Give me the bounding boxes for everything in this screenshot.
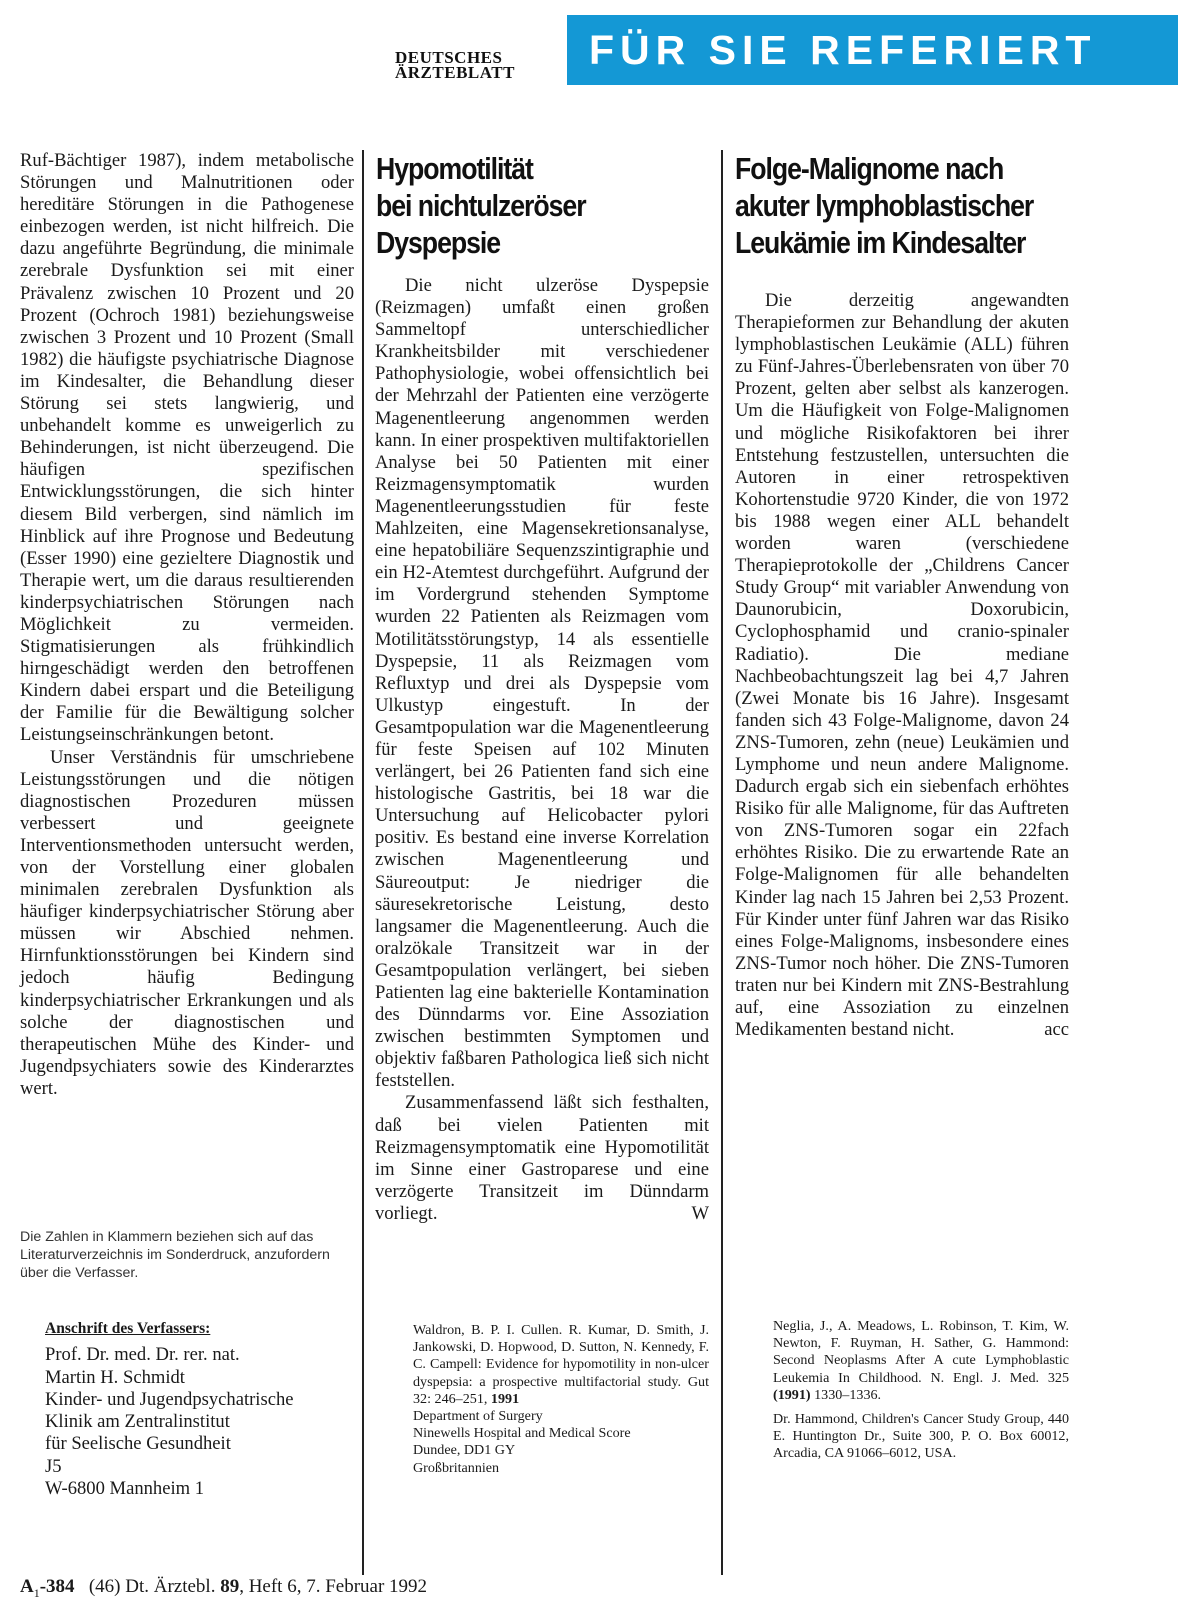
- citation-year: (1991): [773, 1386, 811, 1403]
- article-body: [735, 290, 1069, 1041]
- reference-address-line: Dundee, DD1 GY: [413, 1442, 516, 1459]
- address-label: Anschrift des Verfassers:: [45, 1320, 211, 1337]
- paragraph-text: Zusammenfassend läßt sich festhalten, daß bei vielen Patienten mit Reizmagensymptomatik eine Hypomotilität im Sinne einer Gastroparese und eine verzögerte Transitzeit im Dünndarm vorliegt.: [375, 1092, 709, 1224]
- reference-address-line: Ninewells Hospital and Medical Score: [413, 1425, 631, 1442]
- citation: [773, 1318, 1069, 1404]
- citation-text: Neglia, J., A. Meadows, L. Robinson, T. Kim, W. Newton, F. Ruyman, H. Sather, G. Hammond: Second Neoplasms After A cute Lymphoblastic Leukemia In Childhood. N. Engl. J. Med. 325: [773, 1318, 1069, 1386]
- paragraph: Unser Verständnis für umschriebene Leistungsstörungen und die nötigen diagnostischen Prozeduren müssen verbessert und geeignete Interventionsmethoden untersucht werden, von der Vorstellung einer globalen minimalen zerebralen Dysfunktion als häufiger kinderpsychiatrischer Störung aber müssen wir Abschied nehmen. Hirnfunktionsstörungen bei Kindern sind jedoch häufig Bedingung kinderpsychiatrischer Erkrankungen und als solche der diagnostischen und therapeutischen Mühe des Kinder- und Jugendpsychiaters sowie des Kinderarztes wert.: [20, 746, 354, 1099]
- headline-line: Hypomotilität: [376, 151, 533, 186]
- column-divider: [721, 150, 723, 1575]
- article-continuation: [20, 150, 354, 1100]
- headline-line: Dyspepsie: [376, 225, 501, 260]
- reference: [773, 1318, 1069, 1463]
- logo-line-2: ÄRZTEBLATT: [395, 63, 515, 82]
- page-prefix: A: [20, 1576, 34, 1597]
- literature-note: Die Zahlen in Klammern beziehen sich auf das Literaturverzeichnis im Sonderdruck, anzufordern über die Verfasser.: [20, 1229, 330, 1281]
- reference-contact: Dr. Hammond, Children's Cancer Study Group, 440 E. Huntington Dr., Suite 300, P. O. Box 60012, Arcadia, CA 91066–6012, USA.: [773, 1411, 1069, 1462]
- headline-line: akuter lymphoblastischer: [735, 188, 1034, 223]
- address-line: Kinder- und Jugendpsychatrische: [45, 1388, 294, 1410]
- page-footer: [20, 1576, 427, 1601]
- paragraph: Ruf-Bächtiger 1987), indem metabolische Störungen und Malnutritionen oder hereditäre Störungen in die Pathogenese einbezogen werden, ist nicht hilfreich. Die dazu angeführte Begründung, die minimale zerebrale Dysfunktion sei mit einer Prävalenz zwischen 10 Prozent und 20 Prozent (Ochroch 1981) beziehungsweise zwischen 3 Prozent und 10 Prozent (Small 1982) die häufigste psychiatrische Diagnose im Kindesalter, die Behandlung dieser Störung sei stets langwierig, und unbehandelt komme es unweigerlich zu Behinderungen, ist nicht überzeugend. Die häufigen spezifischen Entwicklungsstörungen, die sich hinter diesem Bild verbergen, sind nämlich im Hinblick auf ihre Prognose und Bedeutung (Esser 1990) eine gezieltere Diagnostik und Therapie wert, um die daraus resultierenden kinderpsychiatrischen Störungen nach Möglichkeit zu vermeiden. Stigmatisierungen als frühkindlich hirngeschädigt werden den betroffenen Kindern dabei erspart und die Beteiligung der Familie für die Bewältigung solcher Leistungseinschränkungen betont.: [20, 150, 354, 746]
- author-initial: acc: [1044, 1019, 1069, 1041]
- citation-text: Waldron, B. P. I. Cullen. R. Kumar, D. Smith, J. Jankowski, D. Hopwood, D. Sutton, N. Kennedy, F. C. Campell: Evidence for hypomotility in non-ulcer dyspepsia: a prospective multifactorial study. Gut 32: 246–251,: [413, 1322, 709, 1407]
- column-divider: [362, 150, 364, 1575]
- address-line: J5: [45, 1455, 62, 1477]
- address-line: Prof. Dr. med. Dr. rer. nat.: [45, 1344, 240, 1366]
- citation: [413, 1322, 709, 1408]
- headline-line: bei nichtulzeröser: [376, 188, 586, 223]
- citation-year: 1991: [490, 1390, 520, 1407]
- author-address: [45, 1318, 355, 1500]
- footer-journal: (46) Dt. Ärztebl.: [88, 1576, 216, 1597]
- article-headline: [735, 150, 1033, 261]
- reference-address-line: Department of Surgery: [413, 1408, 543, 1425]
- headline-line: Folge-Malignome nach: [735, 151, 1004, 186]
- section-banner: FÜR SIE REFERIERT: [567, 15, 1178, 85]
- article-headline: [376, 150, 586, 261]
- address-line: W-6800 Mannheim 1: [45, 1478, 205, 1500]
- page-subscript: 1: [33, 1585, 40, 1600]
- logo-line-1: DEUTSCHES: [395, 48, 503, 67]
- footer-issue: , Heft 6, 7. Februar 1992: [239, 1576, 428, 1597]
- reference-address-line: Großbritannien: [413, 1459, 500, 1476]
- address-line: Martin H. Schmidt: [45, 1366, 185, 1388]
- citation-pages: 1330–1336.: [814, 1386, 882, 1403]
- article-body: [375, 275, 709, 1225]
- page-number: -384: [39, 1576, 75, 1597]
- paragraph: [735, 290, 1069, 1041]
- reference: [413, 1322, 709, 1477]
- footer-volume: 89: [220, 1576, 240, 1597]
- author-initial: W: [691, 1202, 709, 1224]
- address-line: für Seelische Gesundheit: [45, 1433, 231, 1455]
- address-line: Klinik am Zentralinstitut: [45, 1411, 230, 1433]
- paragraph: Die nicht ulzeröse Dyspepsie (Reizmagen) umfaßt einen großen Sammeltopf unterschiedlicher Krankheitsbilder mit verschiedener Pathophysiologie, wobei offensichtlich bei der Mehrzahl der Patienten eine verzögerte Magenentleerung angenommen werden kann. In einer prospektiven multifaktoriellen Analyse bei 50 Patienten mit einer Reizmagensymptomatik wurden Magenentleerungsstudien für feste Mahlzeiten, eine Magensekretionsanalyse, eine hepatobiliäre Sequenzszintigraphie und ein H2-Atemtest durchgeführt. Aufgrund der im Vordergrund stehenden Symptome wurden 22 Patienten als Reizmagen vom Motilitätsstörungstyp, 14 als essentielle Dyspepsie, 11 als Reizmagen vom Refluxtyp und drei als Dyspepsie vom Ulkustyp eingestuft. In der Gesamtpopulation war die Magenentleerung für feste Speisen auf 102 Minuten verlängert, bei 26 Patienten fand sich eine histologische Gastritis, bei 18 war die Untersuchung auf Helicobacter pylori positiv. Es bestand eine inverse Korrelation zwischen Magenentleerung und Säureoutput: Je niedriger die säuresekretorische Leistung, desto langsamer die Magenentleerung. Auch die oralzökale Transitzeit war in der Gesamtpopulation verlängert, bei sieben Patienten lag eine bakterielle Kontamination des Dünndarms vor. Eine Assoziation zwischen bestimmten Symptomen und objektiv faßbaren Pathologica ließ sich nicht feststellen.: [375, 275, 709, 1092]
- paragraph: [375, 1092, 709, 1225]
- headline-line: Leukämie im Kindesalter: [735, 225, 1026, 260]
- journal-logo: [395, 50, 545, 80]
- paragraph-text: Die derzeitig angewandten Therapieformen zur Behandlung der akuten lymphoblastischen Leukämie (ALL) führen zu Fünf-Jahres-Überlebensraten von über 70 Prozent, gelten aber selbst als kanzerogen. Um die Häufigkeit von Folge-Malignomen und mögliche Risikofaktoren bei ihrer Entstehung festzustellen, untersuchten die Autoren in einer retrospektiven Kohortenstudie 9720 Kinder, die von 1972 bis 1988 wegen einer ALL behandelt worden waren (verschiedene Therapieprotokolle der „Childrens Cancer Study Group“ mit variabler Anwendung von Daunorubicin, Doxorubicin, Cyclophosphamid und cranio-spinaler Radiatio). Die mediane Nachbeobachtungszeit lag bei 4,7 Jahren (Zwei Monate bis 16 Jahre). Insgesamt fanden sich 43 Folge-Malignome, davon 24 ZNS-Tumoren, zehn (neue) Leukämien und Lymphome und neun andere Malignome. Dadurch ergab sich ein siebenfach erhöhtes Risiko für alle Malignome, für das Auftreten von ZNS-Tumoren sogar ein 22fach erhöhtes Risiko. Die zu erwartende Rate an Folge-Malignomen für alle behandelten Kinder lag nach 15 Jahren bei 2,53 Prozent. Für Kinder unter fünf Jahren war das Risiko eines Folge-Malignoms, insbesondere eines ZNS-Tumor noch höher. Die ZNS-Tumoren traten nur bei Kindern mit ZNS-Bestrahlung auf, eine Assoziation zu einzelnen Medikamenten bestand nicht.: [735, 290, 1069, 1041]
